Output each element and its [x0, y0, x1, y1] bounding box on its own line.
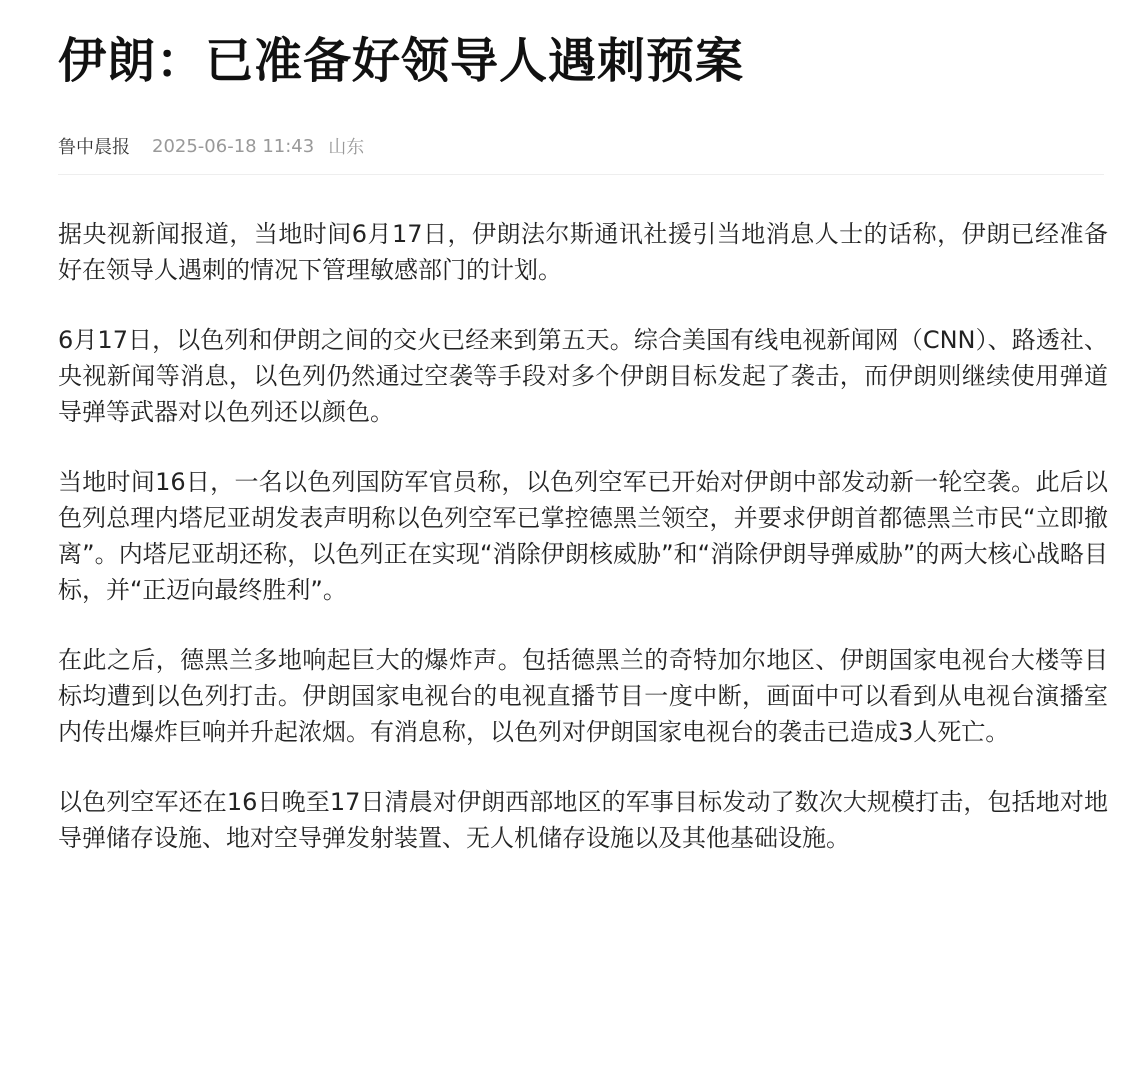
source-link[interactable]: 鲁中晨报: [58, 137, 130, 158]
paragraph: 当地时间16日，一名以色列国防军官员称，以色列空军已开始对伊朗中部发动新一轮空袭。此后以色列总理内塔尼亚胡发表声明称以色列空军已掌控德黑兰领空，并要求伊朗首都德黑兰市民“立即撤离”。内塔尼亚胡还称，以色列正在实现“消除伊朗核威胁”和“消除伊朗导弹威胁”的两大核心战略目标，并“正迈向最终胜利”。: [58, 468, 1108, 604]
paragraph: 6月17日，以色列和伊朗之间的交火已经来到第五天。综合美国有线电视新闻网（CNN）、路透社、央视新闻等消息，以色列仍然通过空袭等手段对多个伊朗目标发起了袭击，而伊朗则继续使用弹道导弹等武器对以色列还以颜色。: [58, 326, 1108, 426]
location: 山东: [328, 137, 365, 158]
paragraph: 据央视新闻报道，当地时间6月17日，伊朗法尔斯通讯社援引当地消息人士的话称，伊朗已经准备好在领导人遇刺的情况下管理敏感部门的计划。: [58, 220, 1108, 284]
article-title: 伊朗：已准备好领导人遇刺预案: [58, 33, 745, 89]
paragraph: 在此之后，德黑兰多地响起巨大的爆炸声。包括德黑兰的奇特加尔地区、伊朗国家电视台大楼等目标均遭到以色列打击。伊朗国家电视台的电视直播节目一度中断，画面中可以看到从电视台演播室内传出爆炸巨响并升起浓烟。有消息称，以色列对伊朗国家电视台的袭击已造成3人死亡。: [58, 646, 1108, 746]
article-meta: [58, 132, 1108, 160]
paragraph: 以色列空军还在16日晚至17日清晨对伊朗西部地区的军事目标发动了数次大规模打击，包括地对地导弹储存设施、地对空导弹发射装置、无人机储存设施以及其他基础设施。: [58, 788, 1108, 852]
publish-time: 2025-06-18 11:43: [152, 135, 315, 157]
article-body: [58, 216, 1108, 856]
divider: [58, 174, 1104, 175]
article: [58, 0, 1108, 890]
